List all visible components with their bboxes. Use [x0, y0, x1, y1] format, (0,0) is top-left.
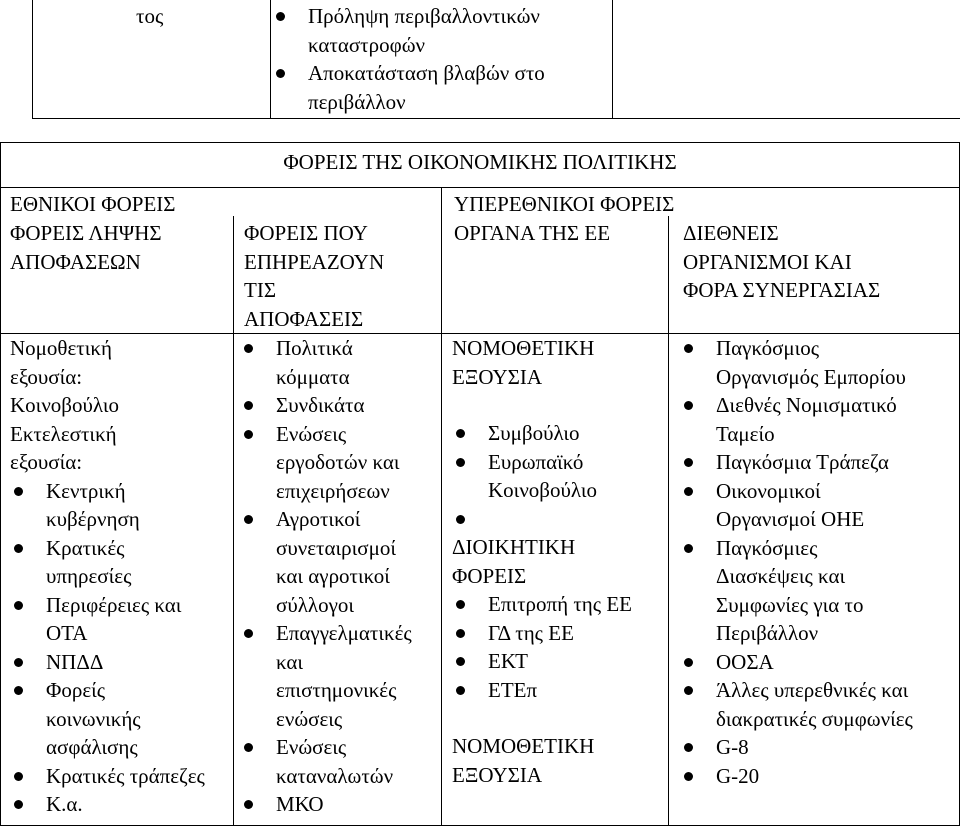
bullet-icon [456, 657, 465, 666]
list-item: Συμβούλιο [452, 419, 666, 448]
main-table-left-border [0, 142, 1, 826]
bullet-icon [244, 401, 253, 410]
list-item: Ενώσεις καταναλωτών [240, 733, 440, 790]
bullet-icon [244, 743, 253, 752]
bullet-icon [14, 658, 23, 667]
list-item: G-8 [680, 733, 956, 762]
bullet-icon [14, 800, 23, 809]
list-item: Αγροτικοί συνεταιρισμοί και αγροτικοί σύλλογοι [240, 505, 440, 619]
legislative-power-heading-2: ΝΟΜΟΘΕΤΙΚΗ ΕΞΟΥΣΙΑ [452, 734, 595, 787]
bullet-icon [456, 629, 465, 638]
bullet-icon [684, 401, 693, 410]
list-item: Αποκατάσταση βλαβών στο περιβάλλον [272, 59, 602, 116]
list-item [452, 505, 666, 534]
bullet-icon [244, 629, 253, 638]
bullet-icon [244, 430, 253, 439]
bullet-icon [684, 458, 693, 467]
bullet-icon [456, 686, 465, 695]
main-table-divider-national [441, 187, 442, 826]
list-item: Επιτροπή της ΕΕ [452, 590, 666, 619]
bullet-icon [684, 344, 693, 353]
bullet-icon [276, 12, 285, 21]
bullet-icon [456, 515, 465, 524]
main-table-top-border [0, 142, 960, 143]
bullet-icon [14, 686, 23, 695]
administrative-bodies-heading: ΔΙΟΙΚΗΤΙΚΗ ΦΟΡΕΙΣ [452, 535, 576, 588]
bullet-icon [14, 601, 23, 610]
top-table-fragment-text: τος [136, 4, 164, 28]
bullet-icon [684, 686, 693, 695]
bullet-icon [14, 544, 23, 553]
list-item: Κρατικές υπηρεσίες [10, 534, 232, 591]
bullet-icon [684, 772, 693, 781]
list-item: Επαγγελματικές και επιστημονικές ενώσεις [240, 619, 440, 733]
column-header-influencers: ΦΟΡΕΙΣ ΠΟΥ ΕΠΗΡΕΑΖΟΥΝ ΤΙΣ ΑΠΟΦΑΣΕΙΣ [244, 221, 385, 331]
list-item: Φορείς κοινωνικής ασφάλισης [10, 676, 232, 762]
main-table-divider-col [668, 216, 669, 826]
list-item: ΕΚΤ [452, 647, 666, 676]
bullet-icon [684, 658, 693, 667]
column-eu-organs [452, 334, 666, 789]
list-item: ΟΟΣΑ [680, 648, 956, 677]
list-item: Κ.α. [10, 790, 232, 819]
list-item: Ενώσεις εργοδοτών και επιχειρήσεων [240, 420, 440, 506]
list-item: ΕΤΕπ [452, 676, 666, 705]
bullet-icon [14, 487, 23, 496]
bullet-icon [456, 429, 465, 438]
executive-power-text: Εκτελεστική εξουσία: [10, 421, 117, 474]
list-item: Άλλες υπερεθνικές και διακρατικές συμφωνίες [680, 676, 956, 733]
list-item: Πολιτικά κόμματα [240, 334, 440, 391]
list-item: Παγκόσμιες Διασκέψεις και Συμφωνίες για το Περιβάλλον [680, 534, 956, 648]
list-item: Περιφέρειες και ΟΤΑ [10, 591, 232, 648]
top-table-list [272, 2, 602, 116]
top-table-divider [270, 0, 271, 119]
bullet-icon [456, 600, 465, 609]
bullet-icon [456, 458, 465, 467]
bullet-icon [276, 69, 285, 78]
bullet-icon [14, 772, 23, 781]
list-item: Κρατικές τράπεζες [10, 762, 232, 791]
bullet-icon [244, 800, 253, 809]
top-table-divider [612, 0, 613, 119]
list-item: Διεθνές Νομισματικό Ταμείο [680, 391, 956, 448]
column-decision-makers [10, 334, 232, 819]
main-table-title: ΦΟΡΕΙΣ ΤΗΣ ΟΙΚΟΝΟΜΙΚΗΣ ΠΟΛΙΤΙΚΗΣ [283, 150, 677, 174]
column-influencers [240, 334, 440, 819]
list-item: ΓΔ της ΕΕ [452, 619, 666, 648]
column-header-eu-organs: ΟΡΓΑΝΑ ΤΗΣ ΕΕ [454, 221, 611, 245]
list-item: Παγκόσμιος Οργανισμός Εμπορίου [680, 334, 956, 391]
list-item: ΜΚΟ [240, 790, 440, 819]
top-table-left-border [32, 0, 33, 119]
bullet-icon [684, 487, 693, 496]
column-header-decision-makers: ΦΟΡΕΙΣ ΛΗΨΗΣ ΑΠΟΦΑΣΕΩΝ [10, 221, 162, 274]
top-table-bottom-border [32, 118, 960, 119]
legislative-power-heading: ΝΟΜΟΘΕΤΙΚΗ ΕΞΟΥΣΙΑ [452, 336, 595, 389]
supranational-bodies-header: ΥΠΕΡΕΘΝΙΚΟΙ ΦΟΡΕΙΣ [454, 192, 675, 216]
bullet-icon [684, 544, 693, 553]
bullet-icon [244, 344, 253, 353]
legislative-power-text: Νομοθετική εξουσία: Κοινοβούλιο [10, 336, 119, 417]
list-item: Παγκόσμια Τράπεζα [680, 448, 956, 477]
list-item: Οικονομικοί Οργανισμοί ΟΗΕ [680, 477, 956, 534]
column-international-orgs [680, 334, 956, 790]
main-table-divider-col [233, 216, 234, 826]
list-item: Πρόληψη περιβαλλοντικών καταστροφών [272, 2, 602, 59]
list-item: Συνδικάτα [240, 391, 440, 420]
bullet-icon [684, 743, 693, 752]
main-table-title-rule [0, 187, 960, 188]
list-item: Ευρωπαϊκό Κοινοβούλιο [452, 448, 666, 505]
column-header-international-orgs: ΔΙΕΘΝΕΙΣ ΟΡΓΑΝΙΣΜΟΙ ΚΑΙ ΦΟΡΑ ΣΥΝΕΡΓΑΣΙΑΣ [683, 221, 881, 302]
bullet-icon [244, 515, 253, 524]
list-item: G-20 [680, 762, 956, 791]
national-bodies-header: ΕΘΝΙΚΟΙ ΦΟΡΕΙΣ [10, 192, 176, 216]
list-item: ΝΠΔΔ [10, 648, 232, 677]
list-item: Κεντρική κυβέρνηση [10, 477, 232, 534]
